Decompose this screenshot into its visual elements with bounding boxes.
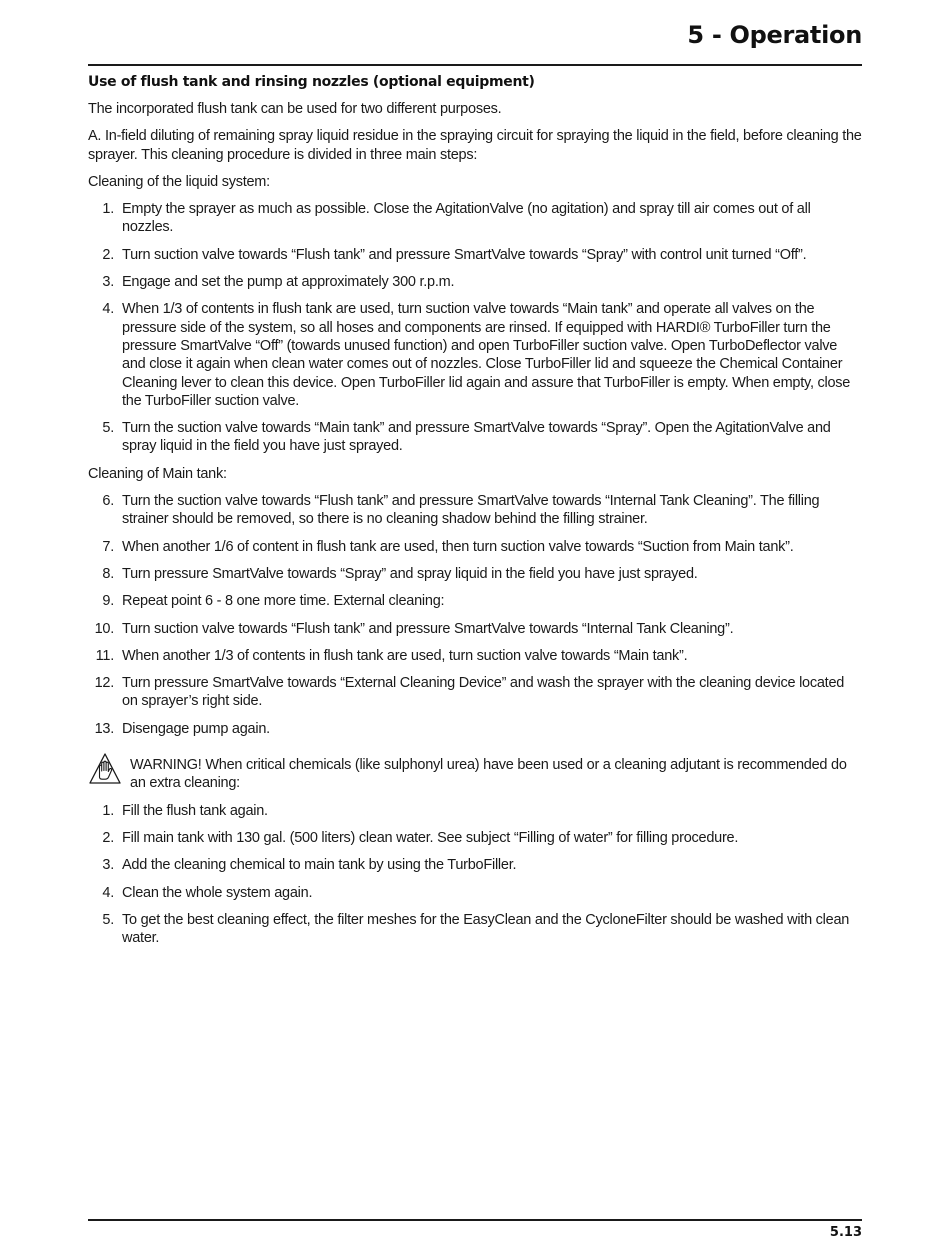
list-item [88, 592, 862, 610]
list-item [88, 911, 862, 948]
paragraph-a: A. In-field diluting of remaining spray liquid residue in the spraying circuit for spraying the liquid in the field, before cleaning the sprayer. This cleaning procedure is divided in three main steps: [88, 128, 862, 163]
list-item [88, 884, 862, 902]
step-number: 6. [102, 493, 114, 510]
step-number: 5. [102, 420, 114, 437]
step-number: 4. [102, 884, 114, 901]
step-number: 5. [102, 911, 114, 928]
warning-notice [88, 756, 862, 793]
step-text: Repeat point 6 - 8 one more time. External cleaning: [122, 593, 445, 610]
warning-text: WARNING! When critical chemicals (like sulphonyl urea) have been used or a cleaning adjutant is recommended do an extra cleaning: [130, 757, 847, 792]
step-text: When another 1/6 of content in flush tank are used, then turn suction valve towards “Suction from Main tank”. [122, 538, 794, 555]
extra-cleaning-steps [88, 802, 862, 948]
step-text: Turn suction valve towards “Flush tank” and pressure SmartValve towards “Internal Tank Cleaning”. [122, 620, 734, 637]
page-content [88, 72, 862, 956]
step-number: 13. [94, 720, 114, 737]
step-text: Turn pressure SmartValve towards “Spray” and spray liquid in the field you have just sprayed. [122, 565, 698, 582]
list-item [88, 246, 862, 264]
page-footer [88, 1219, 862, 1240]
list-item [88, 273, 862, 291]
step-text: Turn suction valve towards “Flush tank” and pressure SmartValve towards “Spray” with control unit turned “Off”. [122, 246, 807, 263]
list-item [88, 565, 862, 583]
section-title: Use of flush tank and rinsing nozzles (optional equipment) [88, 74, 535, 90]
step-text: When 1/3 of contents in flush tank are used, turn suction valve towards “Main tank” and operate all valves on the pressure side of the system, so all hoses and components are rinsed. If equipped with HARDI® TurboFiller turn the pressure SmartValve “Off” (towards unused function) and open TurboFiller suction valve. Open TurboDeflector valve and close it again when clean water comes out of nozzles. Close TurboFiller lid and squeeze the Chemical Container Cleaning lever to clean this device. Open TurboFiller lid again and assure that TurboFiller is empty. When empty, close the TurboFiller suction valve. [122, 301, 851, 409]
liquid-system-steps [88, 200, 862, 456]
step-text: Add the cleaning chemical to main tank by using the TurboFiller. [122, 857, 517, 874]
list-item [88, 492, 862, 529]
list-item [88, 674, 862, 711]
step-number: 8. [102, 565, 114, 582]
main-tank-steps [88, 492, 862, 738]
chapter-title: 5 - Operation [687, 21, 862, 49]
step-number: 4. [102, 301, 114, 318]
step-text: Clean the whole system again. [122, 884, 313, 901]
step-number: 1. [102, 201, 114, 218]
step-number: 12. [94, 675, 114, 692]
step-text: Engage and set the pump at approximately 300 r.p.m. [122, 274, 455, 291]
page-header [88, 18, 862, 66]
list-item [88, 647, 862, 665]
step-number: 3. [102, 857, 114, 874]
step-number: 3. [102, 274, 114, 291]
subhead-main-tank: Cleaning of Main tank: [88, 465, 227, 482]
list-item [88, 802, 862, 820]
step-number: 9. [102, 593, 114, 610]
step-text: Turn the suction valve towards “Main tank” and pressure SmartValve towards “Spray”. Open the AgitationValve and spray liquid in the field you have just sprayed. [122, 420, 831, 455]
step-text: Turn the suction valve towards “Flush tank” and pressure SmartValve towards “Internal Tank Cleaning”. The filling strainer should be removed, so there is no cleaning shadow behind the filling strainer. [122, 493, 820, 528]
step-number: 2. [102, 246, 114, 263]
page-number: 5.13 [829, 1225, 862, 1240]
step-text: Fill main tank with 130 gal. (500 liters) clean water. See subject “Filling of water” for filling procedure. [122, 829, 739, 846]
step-number: 2. [102, 829, 114, 846]
list-item [88, 300, 862, 410]
list-item [88, 200, 862, 237]
list-item [88, 829, 862, 847]
step-number: 10. [94, 620, 114, 637]
step-number: 11. [95, 647, 114, 664]
step-text: Disengage pump again. [122, 720, 270, 737]
step-number: 7. [102, 538, 114, 555]
step-text: Fill the flush tank again. [122, 802, 268, 819]
step-text: To get the best cleaning effect, the filter meshes for the EasyClean and the CycloneFilter should be washed with clean water. [122, 911, 850, 947]
step-number: 1. [102, 802, 114, 819]
step-text: Empty the sprayer as much as possible. Close the AgitationValve (no agitation) and spray till air comes out of all nozzles. [122, 201, 811, 236]
list-item [88, 856, 862, 874]
step-text: Turn pressure SmartValve towards “External Cleaning Device” and wash the sprayer with the cleaning device located on sprayer’s right side. [122, 675, 845, 710]
warning-hand-icon [88, 752, 122, 786]
subhead-liquid-system: Cleaning of the liquid system: [88, 173, 270, 190]
intro-paragraph: The incorporated flush tank can be used for two different purposes. [88, 101, 502, 117]
list-item [88, 720, 862, 738]
list-item [88, 620, 862, 638]
step-text: When another 1/3 of contents in flush tank are used, turn suction valve towards “Main tank”. [122, 647, 688, 664]
list-item [88, 538, 862, 556]
list-item [88, 419, 862, 456]
